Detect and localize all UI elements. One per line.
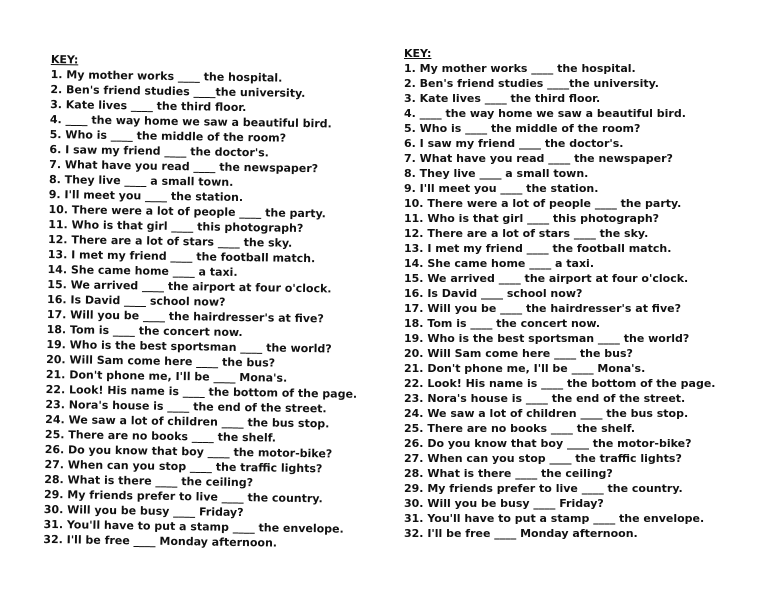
list-item: 11. Who is that girl ____ this photograph?	[48, 217, 304, 235]
list-item: 16. Is David ____ school now?	[47, 292, 226, 309]
list-item: 23. Nora's house is ____ the end of the street.	[45, 397, 327, 416]
list-item: 2. Ben's friend studies ____the university.	[404, 77, 659, 90]
list-item: 30. Will you be busy ____ Friday?	[404, 497, 604, 510]
list-item: 4. ____ the way home we saw a beautiful bird.	[404, 107, 686, 120]
list-item: 15. We arrived ____ the airport at four o'clock.	[404, 272, 689, 285]
list-item: 19. Who is the best sportsman ____ the world?	[404, 332, 690, 345]
list-item: 9. I'll meet you ____ the station.	[48, 187, 244, 205]
list-item: 32. I'll be free ____ Monday afternoon.	[404, 527, 638, 540]
list-item: 30. Will you be busy ____ Friday?	[43, 502, 244, 520]
list-item: 17. Will you be ____ the hairdresser's at five?	[404, 302, 681, 315]
key-heading: KEY:	[50, 52, 79, 67]
list-item: 13. I met my friend ____ the football match.	[47, 247, 316, 266]
list-item: 3. Kate lives ____ the third floor.	[404, 92, 601, 105]
list-item: 24. We saw a lot of children ____ the bus stop.	[404, 407, 689, 420]
list-item: 22. Look! His name is ____ the bottom of the page.	[404, 377, 716, 390]
list-item: 22. Look! His name is ____ the bottom of the page.	[45, 382, 358, 401]
right-answer-key	[404, 46, 715, 541]
list-item: 26. Do you know that boy ____ the motor-bike?	[404, 437, 692, 450]
list-item: 17. Will you be ____ the hairdresser's at five?	[46, 307, 324, 326]
list-item: 13. I met my friend ____ the football match.	[404, 242, 672, 255]
list-item: 26. Do you know that boy ____ the motor-bike?	[44, 442, 333, 461]
list-item: 24. We saw a lot of children ____ the bus stop.	[45, 412, 330, 431]
list-item: 27. When can you stop ____ the traffic lights?	[404, 452, 682, 465]
list-item: 31. You'll have to put a stamp ____ the envelope.	[404, 512, 705, 525]
list-item: 12. There are a lot of stars ____ the sky.	[47, 232, 293, 250]
list-item: 25. There are no books ____ the shelf.	[404, 422, 636, 435]
list-item: 28. What is there ____ the ceiling?	[44, 472, 254, 490]
list-item: 3. Kate lives ____ the third floor.	[50, 97, 247, 115]
list-item: 5. Who is ____ the middle of the room?	[404, 122, 641, 135]
list-item: 32. I'll be free ____ Monday afternoon.	[43, 532, 278, 550]
list-item: 20. Will Sam come here ____ the bus?	[46, 352, 276, 370]
list-item: 9. I'll meet you ____ the station.	[404, 182, 599, 195]
list-item: 20. Will Sam come here ____ the bus?	[404, 347, 633, 360]
list-item: 29. My friends prefer to live ____ the country.	[43, 487, 323, 506]
list-item: 27. When can you stop ____ the traffic lights?	[44, 457, 323, 476]
list-item: 6. I saw my friend ____ the doctor's.	[49, 142, 270, 160]
list-item: 7. What have you read ____ the newspaper?	[404, 152, 673, 165]
list-item: 18. Tom is ____ the concert now.	[46, 322, 243, 340]
list-item: 15. We arrived ____ the airport at four o'clock.	[47, 277, 332, 296]
list-item: 8. They live ____ a small town.	[404, 167, 589, 180]
list-item: 12. There are a lot of stars ____ the sky.	[404, 227, 649, 240]
list-item: 7. What have you read ____ the newspaper?	[49, 157, 319, 176]
list-item: 18. Tom is ____ the concert now.	[404, 317, 600, 330]
list-item: 11. Who is that girl ____ this photograph?	[404, 212, 660, 225]
list-item: 21. Don't phone me, I'll be ____ Mona's.	[404, 362, 646, 375]
list-item: 4. ____ the way home we saw a beautiful bird.	[49, 112, 332, 131]
list-item: 6. I saw my friend ____ the doctor's.	[404, 137, 624, 150]
list-item: 1. My mother works ____ the hospital.	[50, 67, 283, 85]
list-item: 5. Who is ____ the middle of the room?	[49, 127, 287, 145]
key-heading: KEY:	[404, 47, 432, 60]
list-item: 21. Don't phone me, I'll be ____ Mona's.	[45, 367, 288, 385]
left-answer-key	[43, 52, 362, 552]
list-item: 1. My mother works ____ the hospital.	[404, 62, 636, 75]
list-item: 14. She came home ____ a taxi.	[47, 262, 238, 279]
list-item: 23. Nora's house is ____ the end of the street.	[404, 392, 686, 405]
list-item: 10. There were a lot of people ____ the party.	[48, 202, 326, 221]
list-item: 8. They live ____ a small town.	[48, 172, 234, 189]
list-item: 31. You'll have to put a stamp ____ the envelope.	[43, 517, 344, 536]
list-item: 10. There were a lot of people ____ the party.	[404, 197, 682, 210]
list-item: 14. She came home ____ a taxi.	[404, 257, 595, 270]
list-item: 19. Who is the best sportsman ____ the world?	[46, 337, 332, 356]
list-item: 25. There are no books ____ the shelf.	[44, 427, 277, 445]
list-item: 16. Is David ____ school now?	[404, 287, 583, 300]
list-item: 2. Ben's friend studies ____the university.	[50, 82, 306, 100]
list-item: 28. What is there ____ the ceiling?	[404, 467, 613, 480]
list-item: 29. My friends prefer to live ____ the country.	[404, 482, 683, 495]
